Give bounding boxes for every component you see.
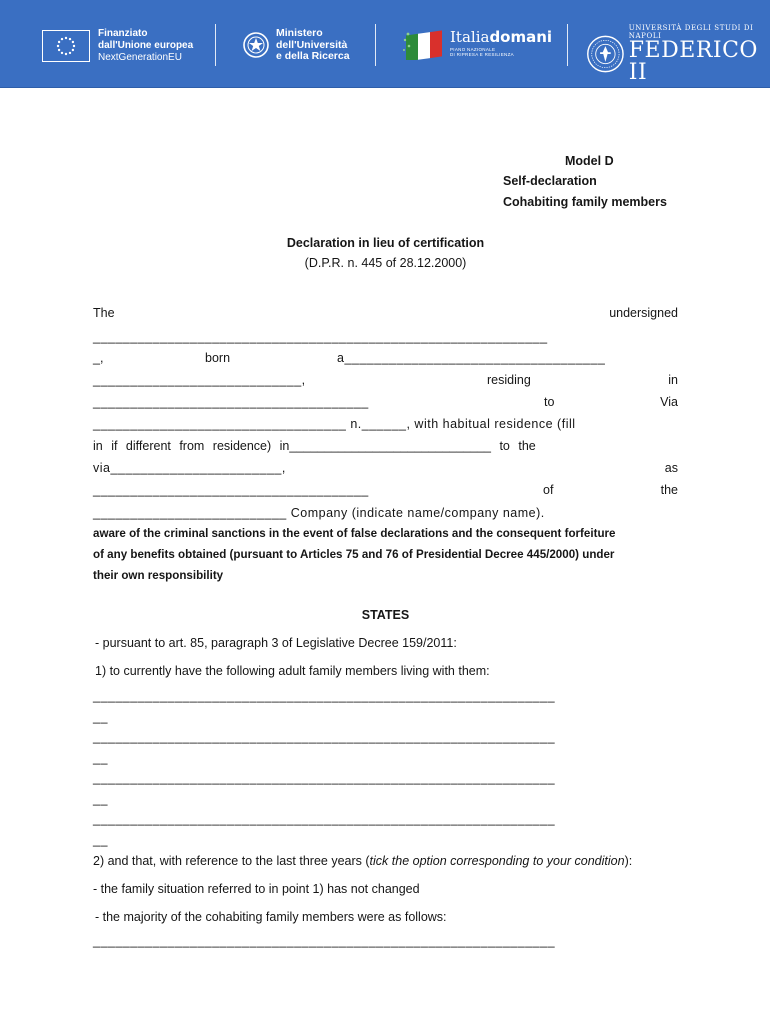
family-member-blank-end: __: [93, 792, 108, 806]
company-blank[interactable]: __________________________ Company (indicate name/company name).: [93, 506, 545, 520]
option-majority[interactable]: - the majority of the cohabiting family members were as follows:: [95, 910, 447, 924]
family-member-blank-end: __: [93, 833, 108, 847]
text-to: to: [544, 395, 555, 409]
text-the-2: the: [660, 483, 678, 497]
ministry-line2: dell'Università: [276, 38, 348, 51]
residence-blank[interactable]: _____________________________________: [93, 395, 369, 409]
option-unchanged[interactable]: - the family situation referred to in point 1) has not changed: [93, 882, 420, 896]
birthplace-blank[interactable]: a___________________________________: [337, 351, 606, 365]
point2-text: [93, 852, 678, 870]
form-line: [93, 304, 678, 322]
point1-text: 1) to currently have the following adult family members living with them:: [95, 664, 490, 678]
text-of: of: [543, 483, 554, 497]
university-name-small: UNIVERSITÀ DEGLI STUDI DI NAPOLI: [628, 24, 754, 40]
family-member-blank[interactable]: ______________________________________________________________: [93, 730, 556, 744]
street-number-blank[interactable]: __________________________________ n.______, with habitual residence (fill: [93, 417, 576, 431]
habitual-residence-blank[interactable]: in if different from residence) in_____________________________ to the: [93, 439, 536, 453]
aware-text-line3: their own responsibility: [93, 569, 224, 582]
birthdate-blank[interactable]: ____________________________,: [93, 373, 306, 387]
family-member-blank[interactable]: ______________________________________________________________: [93, 771, 556, 785]
form-line: [93, 393, 678, 411]
family-member-blank-end: __: [93, 710, 108, 724]
states-heading: STATES: [361, 608, 410, 622]
italiadomani-sub1: PIANO NAZIONALE: [450, 46, 496, 52]
text-the: The: [93, 306, 115, 320]
document-title: Declaration in lieu of certification: [286, 236, 485, 250]
ministry-line1: Ministero: [276, 27, 323, 39]
italiadomani-name-light: Italia: [450, 27, 490, 46]
university-name-big: FEDERICO II: [628, 38, 758, 85]
point2-text-b: ):: [624, 854, 633, 868]
form-line: [93, 371, 678, 389]
self-declaration-label: Self-declaration: [503, 174, 597, 188]
family-member-blank[interactable]: ______________________________________________________________: [93, 689, 556, 703]
document-subtitle: (D.P.R. n. 445 of 28.12.2000): [304, 256, 467, 270]
via-blank[interactable]: via_______________________,: [93, 461, 286, 475]
majority-members-blank[interactable]: ______________________________________________________________: [93, 934, 556, 948]
name-blank[interactable]: _____________________________________________________________: [93, 330, 548, 344]
eu-line1: Finanziato: [98, 28, 148, 39]
italiadomani-sub2: DI RIPRESA E RESILIENZA: [450, 51, 514, 57]
eu-line2: dall'Unione europea: [98, 40, 194, 51]
name-blank-end: _,: [93, 351, 104, 365]
aware-text-line2: of any benefits obtained (pursuant to Articles 75 and 76 of Presidential Decree 445/2000) under: [93, 548, 615, 561]
family-member-blank[interactable]: ______________________________________________________________: [93, 812, 556, 826]
form-line: [93, 459, 678, 477]
italiadomani-name-bold: domani: [489, 27, 553, 46]
point2-text-italic: tick the option corresponding to your condition: [369, 854, 625, 868]
text-residing: residing: [487, 373, 531, 387]
cohabiting-label: Cohabiting family members: [503, 195, 667, 209]
family-member-blank-end: __: [93, 751, 108, 765]
ministry-line3: e della Ricerca: [276, 50, 350, 62]
pursuant-text: - pursuant to art. 85, paragraph 3 of Legislative Decree 159/2011:: [95, 636, 457, 650]
eu-flag-icon: [42, 30, 90, 62]
form-line: [93, 481, 678, 499]
form-line: [93, 349, 678, 367]
point2-text-a: 2) and that, with reference to the last three years (: [93, 854, 370, 868]
text-born: born: [205, 351, 231, 365]
aware-text-line1: aware of the criminal sanctions in the event of false declarations and the consequent forfeiture: [93, 527, 616, 540]
document-body: [93, 0, 678, 1024]
model-label: Model D: [565, 154, 614, 168]
text-as: as: [664, 461, 678, 475]
text-in: in: [668, 373, 678, 387]
eu-line3: NextGenerationEU: [98, 52, 182, 63]
text-via: Via: [660, 395, 678, 409]
role-blank[interactable]: _____________________________________: [93, 483, 369, 497]
text-undersigned: undersigned: [609, 306, 678, 320]
